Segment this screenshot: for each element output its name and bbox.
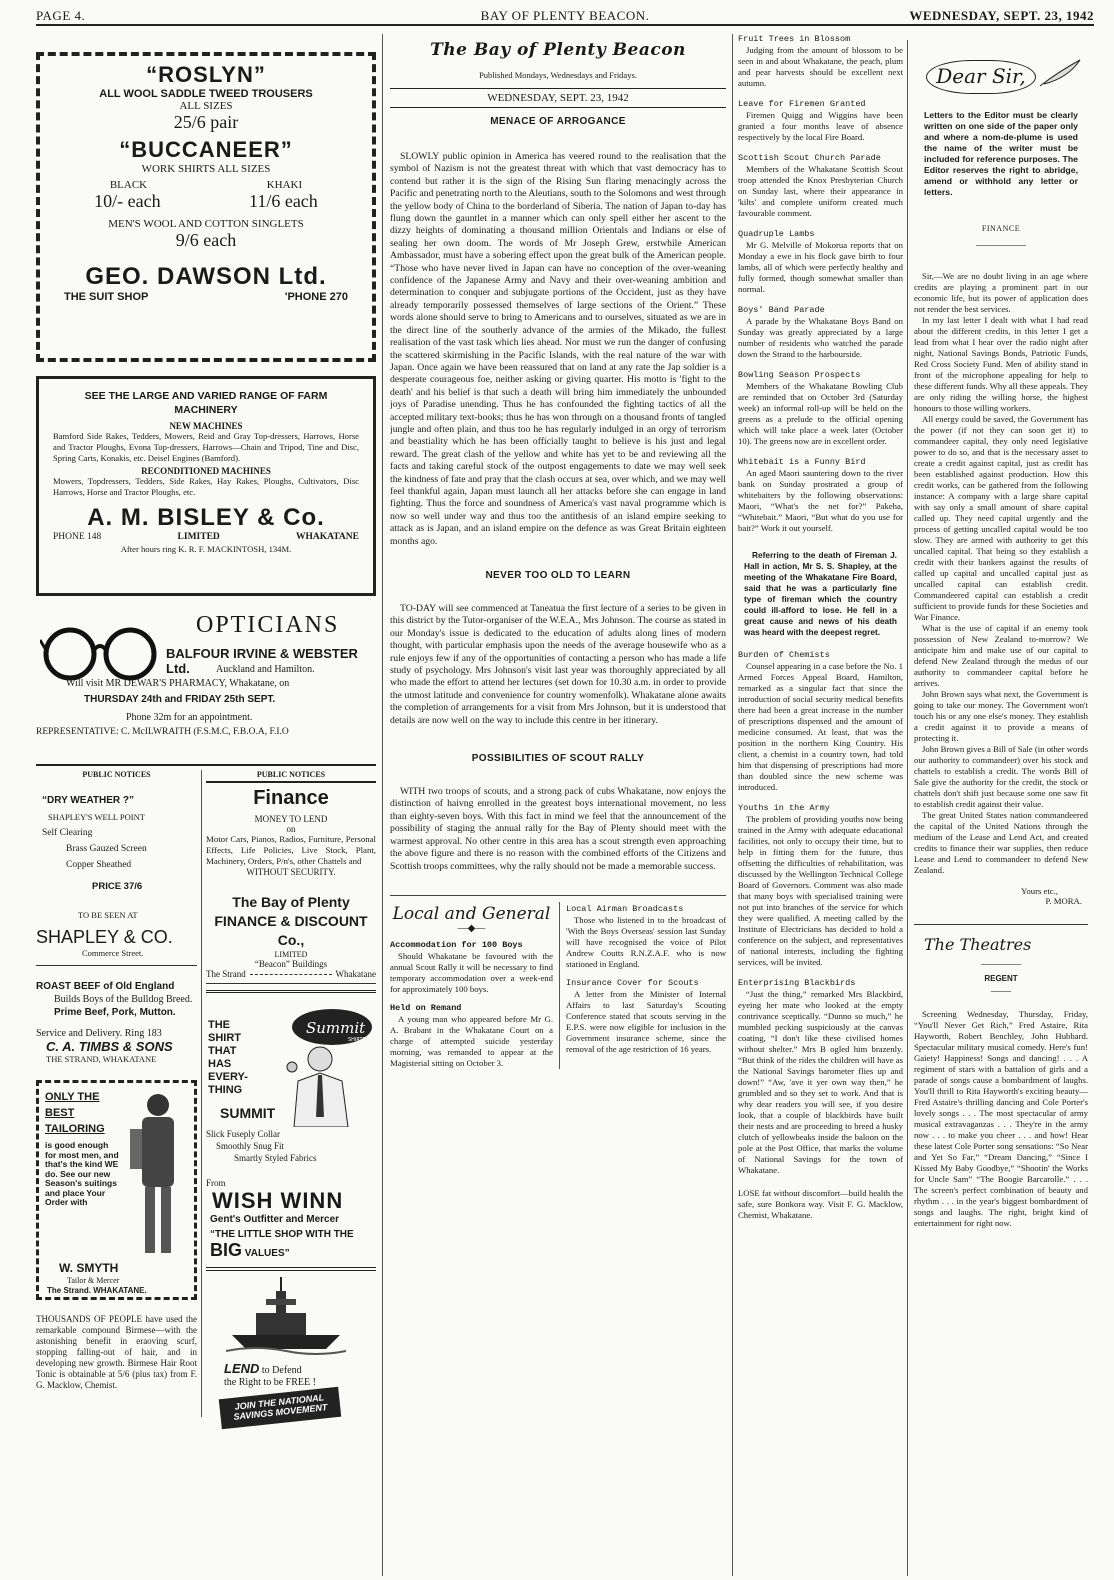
ad-line: PHONE 148 xyxy=(53,532,102,542)
notices-area xyxy=(36,770,376,1422)
ad-heading xyxy=(208,1019,248,1097)
editorial-text: SLOWLY public opinion in America has veered round to the realisation that the symbol of Nazism is not the greatest threat with which that vast democracy has to contend but rather it is the sign of the Rising Sun flaring menacingly across the Pacific and penetrating north to the Aleutians, south to the Solomons and west through the yellow body of China to the borderland of Siberia. The nation of Japan to-day has flung down the gauntlet in a manner which can only spell either her ascent to the dizzy heights of dominating a thousand million Orientals and Indians or else of sealing her own doom. The words of Mr Joseph Grew, erstwhile American Ambassador, must have a sobering effect upon the great bulk of the American people. “Those who have never lived in Japan can have no conception of the over-weaning confidence of the Japanese Army and Navy and their over-weaning ambition and determination to conquer and subjugate portions of the Occident, just as they have already temporarily possessed themselves of large sections of the Orient.” These words alone should serve to bring to Americans and to ourselves, situated as we are in the direct line of the southerly advance of the armies of the Mikado, the fullest realisation of the vast task which lies ahead. Nor must we run the danger of confusing the scattered skirmishing in the Pacific Islands, with the real nature of the war with Japan. Once again we have been reassured that on land at any rate the Jap soldier is a desperate courageous foe, neither asking or giving quarter. His motto is 'fight to the death' and his belief is that such a death will bring him immediately the unbounded joys of Paradise unending. Thus he has confounded the fighting tactics of all the accepted military text-books; thus he has won through on a thousand fronts of tangled jungle and often plain, and thus too he has regularly indulged in an orgy of terrorism and beastiality which he has been officially taught to believe is his just and legal reward. The great clash of the yellow and white has yet to be and reviewing all the facts and taking careful stock of the outpost engagements to date we may well seek the kindness of fate and pray that the clash occurs at sea, over which, and we may well feel thankful again, Japan must launch all her attacks before she can engage in land fighting. Thus the force and soundness of America's vast naval programme which is now so well under way and thus too the antithesis of an island empire seeking to attack as is Japan, and an island empire on the defence as was Great Britain eighteen months ago. xyxy=(390,151,726,547)
opticians-ad xyxy=(36,612,376,760)
ornament: —— xyxy=(991,986,1011,997)
birmese-ad: THOUSANDS OF PEOPLE have used the remarkable compound Birmese—with the astonishing benefit in eraoving scurf, stopping falling-out of hair, and in developing new growth. Birmese Hair Root Tonic is obtainable at 5/6 (plus tax) from F. G. Macklow, Chemist. xyxy=(36,1314,197,1390)
ad-line: HAS xyxy=(208,1058,232,1070)
letters-logo xyxy=(914,56,1088,104)
ad-subhead: RECONDITIONED MACHINES xyxy=(141,466,271,476)
ad-line: After hours ring K. R. F. MACKINTOSH, 134M. xyxy=(120,544,292,554)
savings-banner: JOIN THE NATIONAL SAVINGS MOVEMENT xyxy=(219,1387,341,1429)
editorial-date: WEDNESDAY, SEPT. 23, 1942 xyxy=(390,88,726,108)
ad-text: Motor Cars, Pianos, Radios, Furniture, Personal Effects, Life Policies, Live Stock, Plant, Machinery, Orders, P/n's, other Chattels and xyxy=(206,834,376,866)
ad-line: Commerce Street. xyxy=(82,948,144,958)
editorial-headline: POSSIBILITIES OF SCOUT RALLY xyxy=(471,753,645,765)
ad-line: ALL SIZES xyxy=(179,100,233,112)
ad-line: Auckland and Hamilton. xyxy=(216,664,315,675)
ad-line: WHAKATANE xyxy=(296,532,359,542)
publication-days: Published Mondays, Wednesdays and Fridays. xyxy=(479,70,637,80)
ad-line: Phone 32m for an appointment. xyxy=(126,712,253,723)
ad-heading: ONLY THE BEST TAILORING xyxy=(45,1091,105,1135)
ad-line: The Strand. WHAKATANE. xyxy=(47,1286,147,1295)
news-text: An aged Maori sauntering down to the river bank on Sunday prostrated a group of whitebaiters by the following observations: Maori, “What's the net for?” Pakeha, “Whitebait.” Maori, “But what do you use for bait?” Work it out yourself. xyxy=(738,468,903,533)
masthead: The Bay of Plenty Beacon xyxy=(430,40,686,60)
summit-details xyxy=(206,1128,376,1164)
news-text: Mr G. Melville of Mokorua reports that on Monday a ewe in his flock gave birth to four lambs, all of which were perfectly healthy and fully formed, though somewhat smaller than normal. xyxy=(738,240,903,294)
ad-line: Builds Boys of the Bulldog Breed. xyxy=(54,994,193,1005)
ad-line: THAT xyxy=(208,1045,237,1057)
news-headline: Enterprising Blackbirds xyxy=(738,978,856,988)
ad-line: VALUES” xyxy=(244,1248,290,1259)
ad-price: 10/- each xyxy=(94,191,161,211)
ad-firm: A. M. BISLEY & Co. xyxy=(87,504,325,531)
news-headline: Quadruple Lambs xyxy=(738,229,815,239)
ad-text: Bamford Side Rakes, Tedders, Mowers, Reid and Gray Top-dressers, Harrows, Horse and Tractor Ploughs, Evona Top-dressers, Harrows—Chain and Tripod, Tine and Disc, Spring Carts, Konakis, etc. Deisel Engines (Bamford). xyxy=(53,431,359,463)
section-title: The Theatres xyxy=(924,935,1032,954)
smyth-ad xyxy=(36,1080,197,1300)
ad-heading: ROAST BEEF of Old England xyxy=(36,981,175,992)
ad-line: MONEY TO LEND xyxy=(254,814,328,824)
ad-price: 25/6 pair xyxy=(173,112,239,132)
notices-left xyxy=(36,770,202,1417)
bisley-ad xyxy=(36,376,376,596)
ad-line xyxy=(206,1240,376,1261)
ad-line: on xyxy=(286,824,296,834)
editorial-text: WITH two troops of scouts, and a strong pack of cubs Whakatane, now enjoys the distinction of haivng enrolled in the greatest boys international movement, no less than eighty-seven boys. With this fact in mind we feel that the announcement of the possibility of staging the annual rally for the Bay of Plenty should meet with the warmest approval. No other centre in this area has a scout strength even approaching the above figure and there is no reason with the combined efforts of the Citizens and Scottish troops committees, why the rally should not be made a memorable success. xyxy=(390,786,726,872)
letter-text: The great United States nation commandeered the capital of the United Nations through the medium of the Lease and Lend Act, and created credits to finance their war supplies, then reduce Lease and Lend to commandeer to defend New Zealand. xyxy=(914,810,1088,875)
editorial-headline: NEVER TOO OLD TO LEARN xyxy=(485,570,631,581)
local-left xyxy=(390,902,560,1069)
ad-line: Slick Fuseply Collar xyxy=(206,1129,280,1139)
news-text: A young man who appeared before Mr G. A. Brabant in the Whakatane Court on a charge of attempted suicide yesterday morning, was remanded to appear at the Magisterial sitting on October 3. xyxy=(390,1013,553,1068)
bonkora-ad: LOSE fat without discomfort—build health the safe, sure Bonkora way. Visit F. G. Macklow, Chemist, Whakatane. xyxy=(738,1188,903,1220)
ad-line: LIMITED xyxy=(274,950,308,959)
ad-line: Service and Delivery. Ring 183 xyxy=(36,1028,162,1039)
ad-subhead: NEW MACHINES xyxy=(169,421,243,431)
news-column xyxy=(738,34,903,1574)
ad-price: 11/6 each xyxy=(249,191,318,211)
ad-line: THE xyxy=(208,1019,230,1031)
ad-line: to Defend xyxy=(261,1365,302,1376)
ad-line: THE STRAND, WHAKATANE xyxy=(46,1054,157,1064)
tailor-figure-icon xyxy=(128,1089,188,1259)
news-text: Should Whakatane be favoured with the annual Scout Rally it will be necessary to find temporary accommodation over a week-end for approximately 100 boys. xyxy=(390,950,553,994)
column-rule xyxy=(907,40,908,1576)
ad-line: Gent's Outfitter and Mercer xyxy=(210,1214,340,1225)
local-general xyxy=(390,895,726,1069)
ad-line: Self Clearing xyxy=(42,828,93,838)
theatre-text: Screening Wednesday, Thursday, Friday, “You'll Never Get Rich,” Fred Astaire, Rita Hayworth, Robert Benchley, John Hubbard. Spectacular military musical comedy. Here's fun! Gaiety! Happiness! Songs and dancing! . . . A regiment of stars with a battalion of girls and a parade of songs cause a bombardment of laughs. You'll thrill to Rita Hayworth's exciting beauty—Fred Astaire's thrilling dancing and Cole Porter's lovely songs . . . The most spectacular of army musical extravaganzas . . . They're in the army now . . . to make you cheer . . . and how! Hear these latest Cole Porter song sensations: “So Near and Yet So Far,” “Dream Dancing,” “Since I Kissed My Baby Goodbye,” “Shootin' the Works for Uncle Sam” “The Boogie Barcarolle.” . . . The screen's perfect combination of beauty and rhythm . . . in the year's biggest bombardment of songs and laughs. The right, bright kind of entertainment for right now. xyxy=(914,1009,1088,1228)
news-text: A parade by the Whakatane Boys Band on Sunday was greatly appreciated by a large number of residents who watched the parade down the Strand to the harbourside. xyxy=(738,316,903,359)
theatre-name: REGENT xyxy=(984,974,1018,983)
ad-price: 9/6 each xyxy=(175,230,237,250)
ad-line: ALL WOOL SADDLE TWEED TROUSERS xyxy=(99,88,313,100)
news-text: Counsel appearing in a case before the No. 1 Armed Forces Appeal Board, Hamilton, remarked as a singular fact that since the introduction of social security medical benefits there had been a great increase in the number of prescriptions dispensed and the amount of medicine consumed. At least, that was the position in the northern King Country. His client, a chemist in a country town, had told him that dispensing of prescriptions had more than doubled since the new scheme was introduced. xyxy=(738,661,903,792)
letter-signature: P. MORA. xyxy=(1045,896,1082,906)
spectacles-icon xyxy=(40,622,160,682)
ad-firm: The Bay of Plenty FINANCE & DISCOUNT Co., xyxy=(214,894,368,948)
ad-firm: BALFOUR IRVINE & WEBSTER Ltd. xyxy=(166,646,358,676)
ad-line: Whakatane xyxy=(335,969,376,979)
ad-firm: SUMMIT xyxy=(220,1105,276,1121)
local-right xyxy=(560,902,726,1069)
ad-line: Smoothly Snug Fit xyxy=(216,1141,285,1151)
ad-heading: “BUCCANEER” xyxy=(119,137,293,162)
ad-footer xyxy=(50,291,362,303)
timbs-ad xyxy=(36,970,197,1066)
ad-line: “Beacon” Buildings xyxy=(254,959,328,969)
letter-text: What is the use of capital if an enemy took possession of New Zealand to-morrow? We anticipate him and make use of our capital to defend New Zealand through the medus of our authority to commandeer capital before he arrives. xyxy=(914,623,1088,688)
divider xyxy=(914,924,1088,925)
news-headline: Youths in the Army xyxy=(738,803,830,813)
editorial-headline: MENACE OF ARROGANCE xyxy=(490,116,626,127)
ad-line: TO BE SEEN AT xyxy=(78,910,138,920)
ad-line: THE SUIT SHOP xyxy=(64,291,149,303)
ad-line: “THE LITTLE SHOP WITH THE xyxy=(210,1229,354,1240)
ad-firm: WISH WINN xyxy=(212,1188,344,1213)
ad-line: WORK SHIRTS ALL SIZES xyxy=(141,163,271,175)
column-rule xyxy=(382,34,383,1576)
lend-ad xyxy=(206,1267,376,1422)
ad-line: Prime Beef, Pork, Mutton. xyxy=(54,1007,176,1018)
page-header xyxy=(36,4,1094,26)
ad-footer xyxy=(53,532,359,542)
ad-heading: “DRY WEATHER ?” xyxy=(42,795,135,806)
news-headline: Boys' Band Parade xyxy=(738,305,825,315)
letter-closing: Yours etc., xyxy=(1020,886,1058,896)
dear-sir-logo: Dear Sir, xyxy=(926,60,1036,94)
shapley-ad xyxy=(36,793,197,961)
news-headline: Burden of Chemists xyxy=(738,650,830,660)
letter-text: John Brown says what next, the Government is going to take our money. The Government won't touch his or any one else's money. They establish a credit against it to provide a means of protecting it. xyxy=(914,689,1088,743)
ad-prices xyxy=(50,191,362,212)
letter-text: Sir,—We are no doubt living in an age where credits are playing a prominent part in our economic life, but its power of application does not render the best services. xyxy=(914,271,1088,314)
news-text: The problem of providing youths now being trained in the Army with adequate educational facilities, not only to occupy their time, but to help in fitting them for the future, thus offsetting the difficulties of rehabilitation, was discussed by the Wellington Technical College Board of Governors. Comment was also made that many boys with specialised training were not put into branches of the service for which they were qualified. A meeting called by the Institute of Electricians has decided to hold a conference on the subject, and representatives of national interests, including the fighting services, will be invited. xyxy=(738,814,903,967)
section-label: PUBLIC NOTICES xyxy=(256,770,326,779)
ad-line: SHIRT xyxy=(208,1032,241,1044)
letter-body xyxy=(914,271,1088,876)
ad-line: From xyxy=(206,1178,226,1188)
ad-text: Mowers, Topdressers, Tedders, Side Rakes, Hay Rakes, Ploughs, Cultivators, Disc Harrows, Horse and Tractor Ploughs, etc. xyxy=(53,476,359,497)
ad-firm: W. SMYTH xyxy=(59,1261,119,1275)
news-text: Firemen Quigg and Wiggins have been granted a four months leave of absence respectively by the local Fire Board. xyxy=(738,110,903,142)
summit-logo-sub: SHIRTS xyxy=(348,1037,366,1043)
section-label: PUBLIC NOTICES xyxy=(82,770,151,779)
ad-line: WITHOUT SECURITY. xyxy=(246,867,336,877)
ad-line: EVERY- xyxy=(208,1071,248,1083)
news-text: Members of the Whakatane Scottish Scout troop attended the Knox Presbyterian Church on Sunday last, where their appearance in 'kilts' and complete uniform created much favourable comment. xyxy=(738,164,903,218)
summit-ad xyxy=(206,990,376,1126)
ad-heading: LEND xyxy=(224,1361,260,1376)
ad-line: BLACK xyxy=(109,179,148,191)
ad-line: KHAKI xyxy=(266,179,303,191)
ad-line: SHAPLEY'S WELL POINT xyxy=(48,812,145,822)
ad-line: Copper Sheathed xyxy=(66,860,132,870)
lend-text xyxy=(224,1361,302,1376)
ad-line: Tailor & Mercer xyxy=(67,1276,120,1285)
ad-firm: GEO. DAWSON Ltd. xyxy=(85,263,327,290)
ad-line: 'PHONE 270 xyxy=(284,291,348,303)
column-rule xyxy=(732,34,733,1576)
issue-date: WEDNESDAY, SEPT. 23, 1942 xyxy=(909,8,1094,23)
ad-text: is good enough for most men, and that's the kind WE do. See our new Season's suitings and place Your Order with xyxy=(45,1140,119,1207)
news-text: Judging from the amount of blossom to be seen in and about Whakatane, the peach, plum and pear harvests should be excellent next autumn. xyxy=(738,45,903,88)
ad-line: Smartly Styled Fabrics xyxy=(234,1153,317,1163)
ad-line: the Right to be FREE ! xyxy=(224,1377,316,1388)
news-headline: Held on Remand xyxy=(390,1002,462,1013)
ads-column xyxy=(36,34,376,1574)
news-headline: Insurance Cover for Scouts xyxy=(566,977,699,988)
quill-icon xyxy=(1038,58,1082,88)
ad-line: Will visit MR DEWAR'S PHARMACY, Whakatane, on xyxy=(66,678,290,689)
news-headline: Bowling Season Prospects xyxy=(738,370,861,380)
ad-footer xyxy=(206,969,376,979)
editorial-column xyxy=(390,34,726,1574)
ornament: —◆— xyxy=(457,922,486,934)
news-text: Those who listened in to the broadcast of 'With the Boys Overseas' session last Sunday will have recognised the voice of Pilot Andrew Coutts R.N.Z.A.F. who is now stationed in England. xyxy=(566,914,726,969)
warship-icon xyxy=(226,1275,346,1355)
ad-line: REPRESENTATIVE: C. McILWRAITH (F.S.M.C, F.B.O.A, F.I.O xyxy=(36,727,289,737)
ad-firm: C. A. TIMBS & SONS xyxy=(46,1039,173,1054)
ad-line: THING xyxy=(208,1084,243,1096)
ad-line: BIG xyxy=(210,1240,243,1260)
ad-line: THURSDAY 24th and FRIDAY 25th SEPT. xyxy=(84,694,276,705)
letter-title: FINANCE xyxy=(981,224,1021,233)
ornament: ————— xyxy=(976,240,1026,251)
letters-column xyxy=(914,34,1088,1574)
news-headline: Accommodation for 100 Boys xyxy=(390,939,523,950)
ad-colors xyxy=(50,179,362,191)
paper-title: BAY OF PLENTY BEACON. xyxy=(480,8,650,23)
ad-heading: “ROSLYN” xyxy=(146,62,266,87)
letters-notice: Letters to the Editor must be clearly written on one side of the paper only and where a nom-de-plume is used the name of the writer must be included for reference purposes. The Editor reserves the right to abridge, amend or withhold any letter or letters. xyxy=(924,110,1078,197)
ad-line: Brass Gauzed Screen xyxy=(66,844,147,854)
ad-heading: Finance xyxy=(253,787,329,809)
news-text: A letter from the Minister of Internal Affairs to last Saturday's Scouting Conference stated that scouts serving in the E.P.S. were now eligible for inclusion in the Government insurance scheme, since the removal of the age restriction of 16 years. xyxy=(566,988,726,1054)
page-number: PAGE 4. xyxy=(36,8,86,23)
ad-line: The Strand xyxy=(206,969,246,979)
section-title: Local and General xyxy=(392,903,551,924)
ad-heading: SEE THE LARGE AND VARIED RANGE OF FARM MACHINERY xyxy=(84,390,328,416)
notices-right xyxy=(202,770,376,1422)
news-headline: Leave for Firemen Granted xyxy=(738,99,866,109)
ad-line: MEN'S WOOL AND COTTON SINGLETS xyxy=(108,218,304,230)
roslyn-ad xyxy=(36,52,376,362)
letter-text: In my last letter I dealt with what I had read about the different credits, in this letter I get a lead from what I hear over the radio night after night, National Savings Bonds, Patriotic Funds, Red Cross Society Fund. Men of ability stand in front of the microphone appealing for help to these different funds. Why all these appeals. They are only riding the willing horse, the highest honours to those willing workers. xyxy=(914,315,1088,413)
hall-tribute: Referring to the death of Fireman J. Hall in action, Mr S. S. Shapley, at the meeting of the Whakatane Fire Board, said that he was a particularly fine type of fireman which the country could ill-afford to lose. He fell in a great cause and news of his death was heard with the deepest regret. xyxy=(744,550,897,637)
summit-logo: Summit xyxy=(306,1019,366,1037)
news-headline: Local Airman Broadcasts xyxy=(566,903,684,914)
ad-heading: OPTICIANS xyxy=(196,612,340,638)
news-headline: Scottish Scout Church Parade xyxy=(738,153,881,163)
shirt-man-icon xyxy=(274,997,374,1127)
editorial-text: TO-DAY will see commenced at Taneatua the first lecture of a series to be given in this district by the Tutor-organiser of the W.E.A., Mrs Johnson. The course as stated in our Monday's issue is dedicated to the education of adults along lines of modern thought, with particular emphasis upon the needs of the average housewife who as a rule enjoys few if any of the opportunities of contacting a person who has made a life study of psychology. Mrs Johnson's visit last year was thoroughly appreciated by all who made the effort to attend her lectures (set down for 10.30 a.m. in order to provide the utmost latitude and convenience for country womenfolk). Whakatane alone awaits the completion of arrangements for a visit from Mrs Johnson, but it is understood that details are now well on the way to include this centre in her itinerary. xyxy=(390,603,726,726)
ornament: ———— xyxy=(981,959,1021,970)
news-text: Members of the Whakatane Bowling Club are reminded that on October 3rd (Saturday week) an informal roll-up will be held on the greens as a prelude to the official opening which will take place a week later (October 10). The greens now are in excellent order. xyxy=(738,381,903,446)
ad-firm: SHAPLEY & CO. xyxy=(36,927,173,947)
ad-price: PRICE 37/6 xyxy=(92,881,143,892)
ad-line: LIMITED xyxy=(177,532,220,542)
news-text: “Just the thing,” remarked Mrs Blackbird, eyeing her mate who looked at the empty contrivance sceptically. “Dunno so much,” he mumbled pecking suspiciously at the canvas coating, “I don't like these civilised homes without shelter.” Mrs B ogled him brazenly. “But think of the rides the children will have as the National Savings barometer flies up and down!” “Aw, 'ave it yer own way then,” he grumbled and so they set to work. And that is why dear readers you will see, if you desire look, that a couple of blackbirds have built their nests and are proceeding to breed a husky clutch of yellowbeaks inside the baloon on the pole at the Post Office, that marks the volume of National Savings for the town of Whakatane. xyxy=(738,989,903,1175)
letter-text: All energy could be saved, the Government has the power (if not they can soon get it) to commandeer capital, they only need legislative power to do so, and that is the necessary asset to create a credit against capital, just as credit has been established against production. How this credit works, can be gathered from the following instance: A company with a large share capital with say only a small amount of share capital called up. They need capital urgently and the process of getting uncalled capital would be too slow. They are armed with authority to get this uncalled capital. That being so they establish a credit with their bankers against the results of called up capital and uncalled capital just as uncalled capital can establish credit. Commandeered capital can establish a credit sufficient to provide funds for these Societies and War Finance. xyxy=(914,414,1088,622)
news-headline: Fruit Trees in Blossom xyxy=(738,34,851,44)
letter-text: John Brown gives a Bill of Sale (in other words our authority to commandeer) over his stock and chattels to establish a credit. The words Bill of Sale give the authority for the credit, the stock or chattels don't shift just because some one saw fit to establish credit against their value. xyxy=(914,744,1088,809)
finance-ad xyxy=(206,781,376,979)
news-headline: Whitebait is a Funny Bird xyxy=(738,457,866,467)
